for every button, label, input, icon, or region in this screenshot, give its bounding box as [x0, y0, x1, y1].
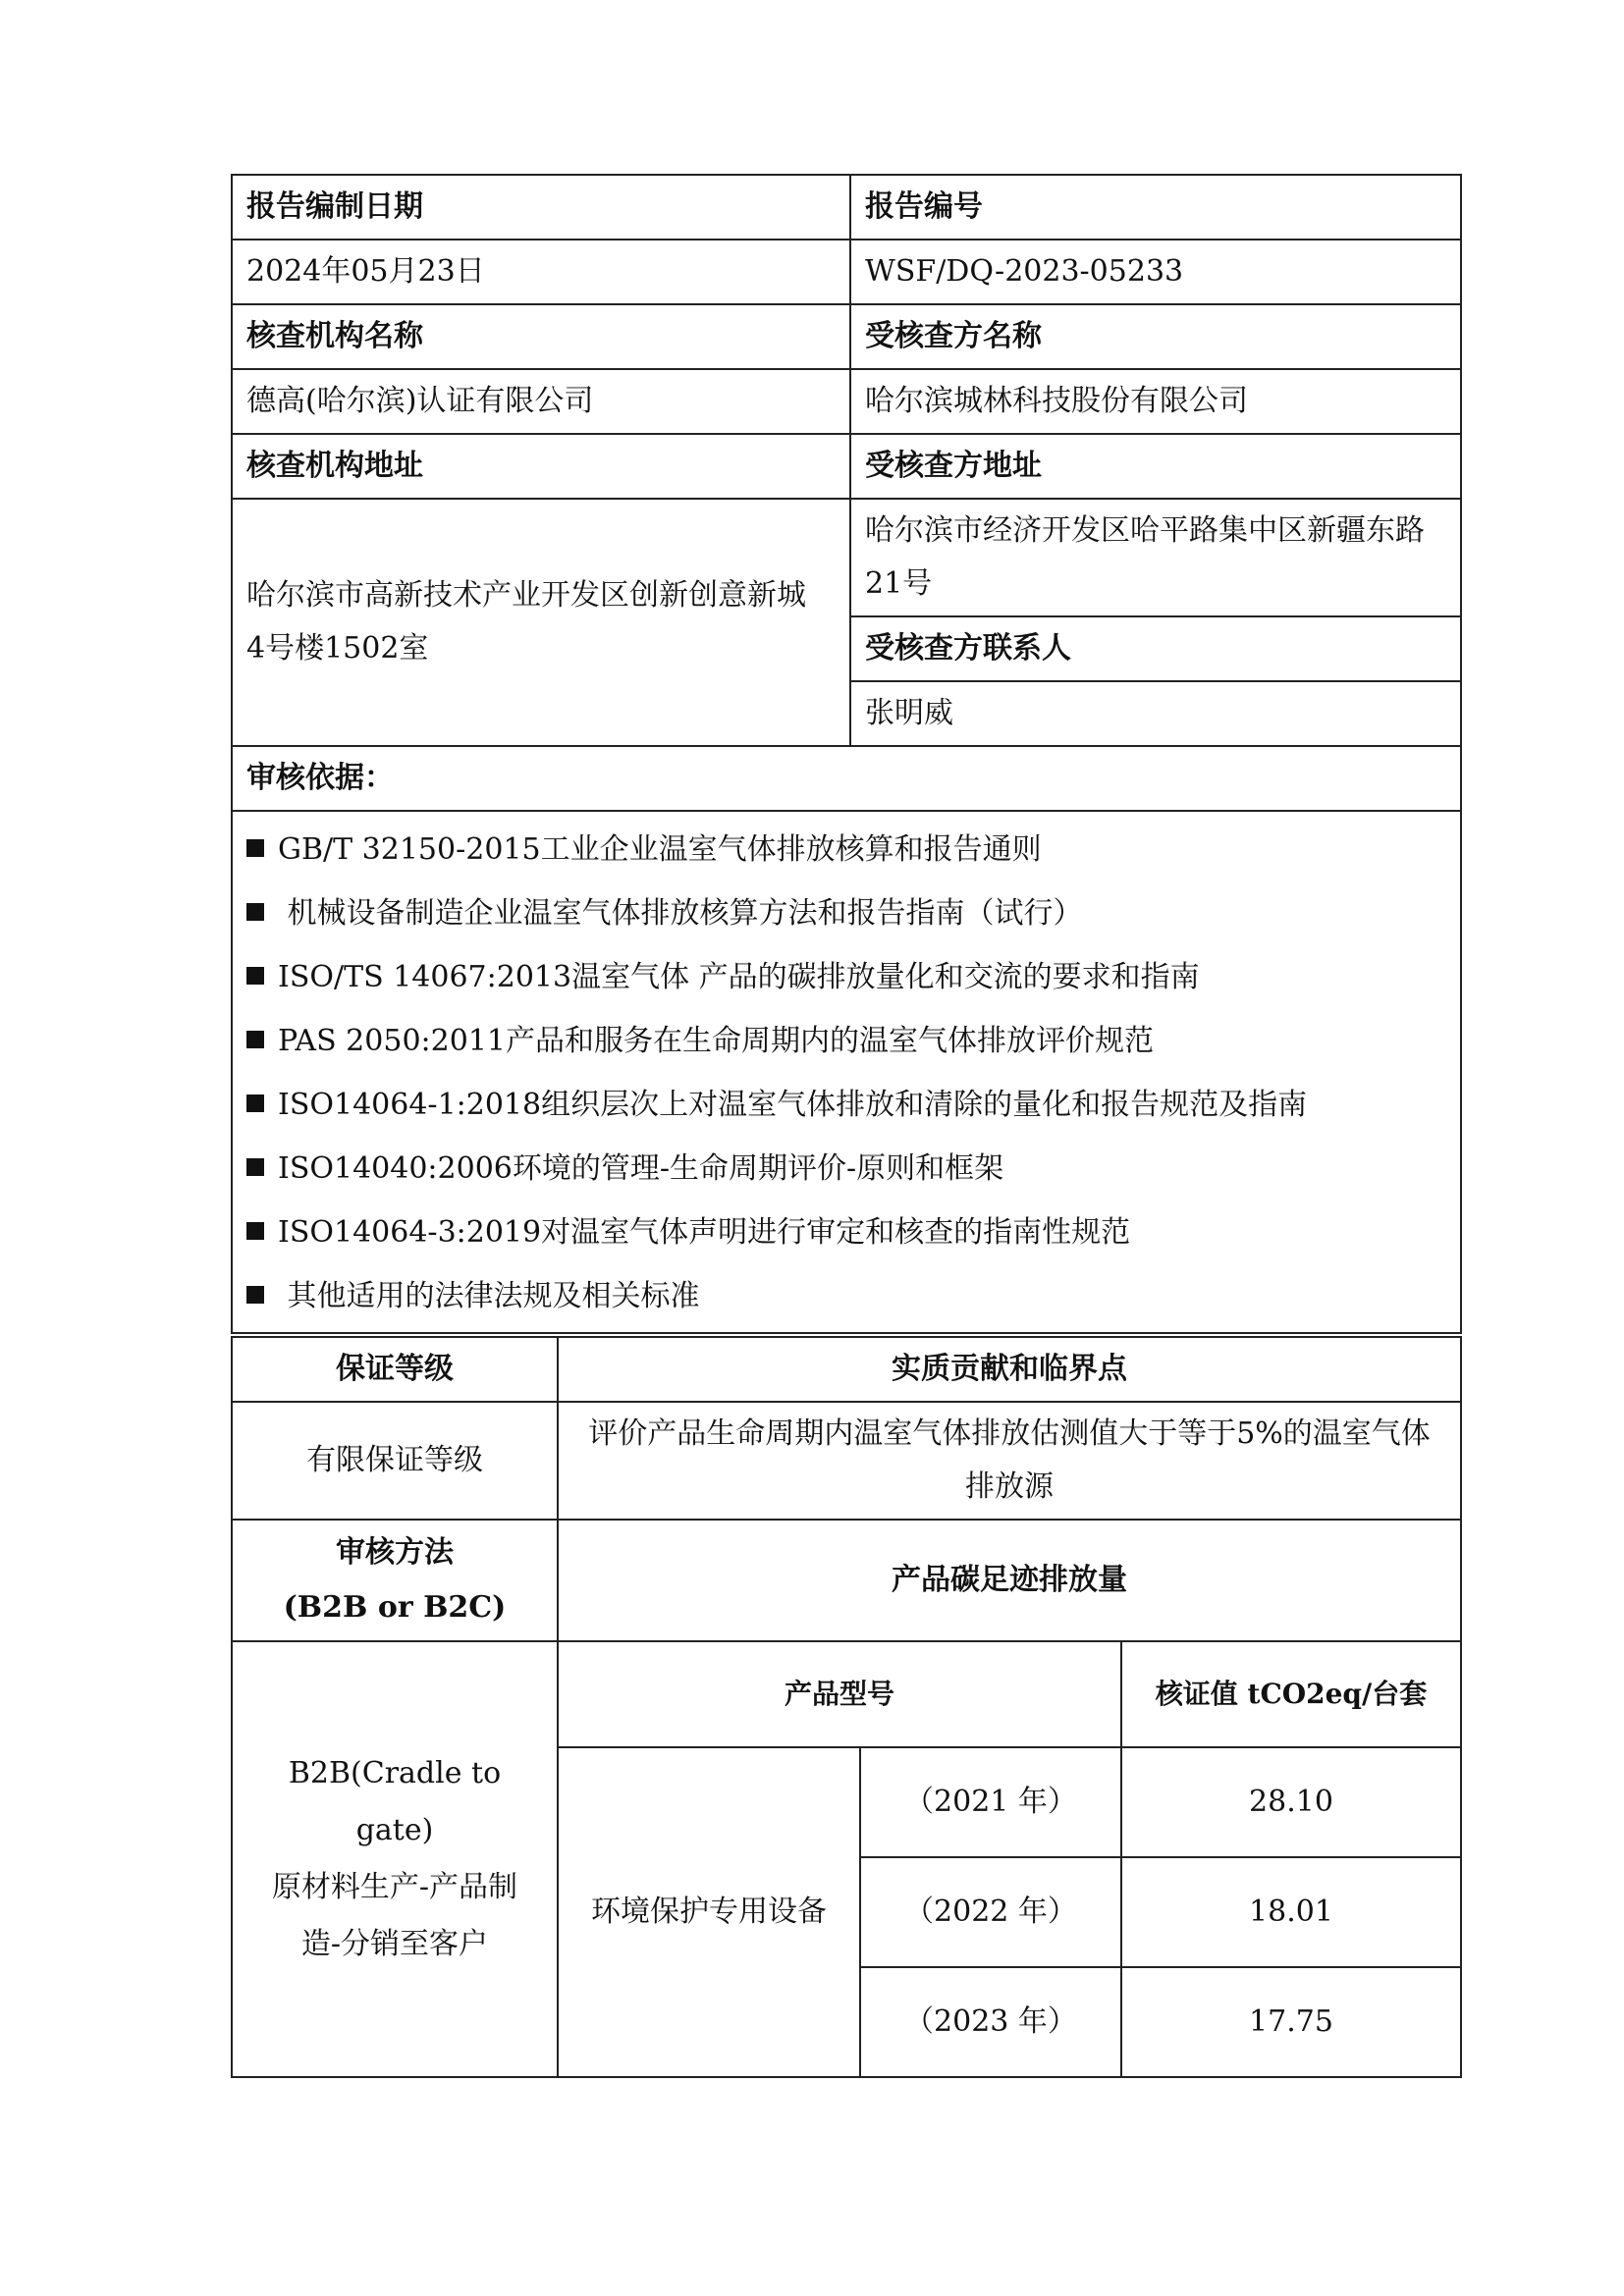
product-model-label: 产品型号 — [558, 1641, 1121, 1747]
basis-item: 其他适用的法律法规及相关标准 — [246, 1264, 1446, 1328]
method-label-line-2: (B2B or B2C) — [283, 1590, 507, 1625]
square-bullet-icon — [246, 1095, 264, 1112]
basis-item: ISO14064-3:2019对温室气体声明进行审定和核查的指南性规范 — [246, 1201, 1446, 1264]
assurance-level-value: 有限保证等级 — [232, 1402, 558, 1520]
basis-item: ISO14040:2006环境的管理-生命周期评价-原则和框架 — [246, 1137, 1446, 1201]
year-cell: （2022 年） — [860, 1857, 1121, 1967]
basis-item: 机械设备制造企业温室气体排放核算方法和报告指南（试行） — [246, 881, 1446, 945]
method-value — [232, 1641, 558, 2077]
square-bullet-icon — [246, 839, 264, 857]
square-bullet-icon — [246, 1286, 264, 1304]
materiality-label: 实质贡献和临界点 — [558, 1337, 1461, 1402]
square-bullet-icon — [246, 1222, 264, 1240]
assurance-results-table — [231, 1336, 1462, 2078]
report-no-label: 报告编号 — [850, 175, 1461, 240]
verified-value-cell: 28.10 — [1121, 1747, 1461, 1857]
square-bullet-icon — [246, 967, 264, 985]
org-name-label: 核查机构名称 — [232, 304, 850, 369]
verified-value-cell: 17.75 — [1121, 1967, 1461, 2077]
basis-item: ISO14064-1:2018组织层次上对温室气体排放和清除的量化和报告规范及指南 — [246, 1073, 1446, 1137]
product-model-value: 环境保护专用设备 — [558, 1747, 860, 2077]
report-date-label: 报告编制日期 — [232, 175, 850, 240]
basis-item: ISO/TS 14067:2013温室气体 产品的碳排放量化和交流的要求和指南 — [246, 945, 1446, 1009]
verified-value-cell: 18.01 — [1121, 1857, 1461, 1967]
client-contact-value: 张明威 — [850, 681, 1461, 746]
basis-title: 审核依据： — [232, 746, 1461, 811]
client-name-value: 哈尔滨城林科技股份有限公司 — [850, 369, 1461, 434]
square-bullet-icon — [246, 1031, 264, 1048]
method-value-line-1: B2B(Cradle to gate) — [288, 1756, 502, 1847]
basis-list — [232, 811, 1461, 1333]
method-value-line-2: 原材料生产-产品制造-分销至客户 — [271, 1870, 518, 1961]
method-label-line-1: 审核方法 — [336, 1535, 454, 1570]
org-addr-value: 哈尔滨市高新技术产业开发区创新创意新城4号楼1502室 — [232, 499, 850, 746]
org-name-value: 德高(哈尔滨)认证有限公司 — [232, 369, 850, 434]
org-addr-label: 核查机构地址 — [232, 434, 850, 499]
basis-item: PAS 2050:2011产品和服务在生命周期内的温室气体排放评价规范 — [246, 1009, 1446, 1073]
client-addr-value: 哈尔滨市经济开发区哈平路集中区新疆东路21号 — [850, 499, 1461, 616]
client-addr-label: 受核查方地址 — [850, 434, 1461, 499]
square-bullet-icon — [246, 903, 264, 921]
verified-value-label: 核证值 tCO2eq/台套 — [1121, 1641, 1461, 1747]
materiality-value: 评价产品生命周期内温室气体排放估测值大于等于5%的温室气体排放源 — [558, 1402, 1461, 1520]
method-label — [232, 1520, 558, 1641]
client-contact-label: 受核查方联系人 — [850, 616, 1461, 681]
footprint-label: 产品碳足迹排放量 — [558, 1520, 1461, 1641]
square-bullet-icon — [246, 1158, 264, 1176]
year-cell: （2021 年） — [860, 1747, 1121, 1857]
report-info-table — [231, 174, 1462, 1334]
basis-item: GB/T 32150-2015工业企业温室气体排放核算和报告通则 — [246, 818, 1446, 881]
assurance-level-label: 保证等级 — [232, 1337, 558, 1402]
report-no-value: WSF/DQ-2023-05233 — [850, 240, 1461, 304]
client-name-label: 受核查方名称 — [850, 304, 1461, 369]
report-date-value: 2024年05月23日 — [232, 240, 850, 304]
year-cell: （2023 年） — [860, 1967, 1121, 2077]
